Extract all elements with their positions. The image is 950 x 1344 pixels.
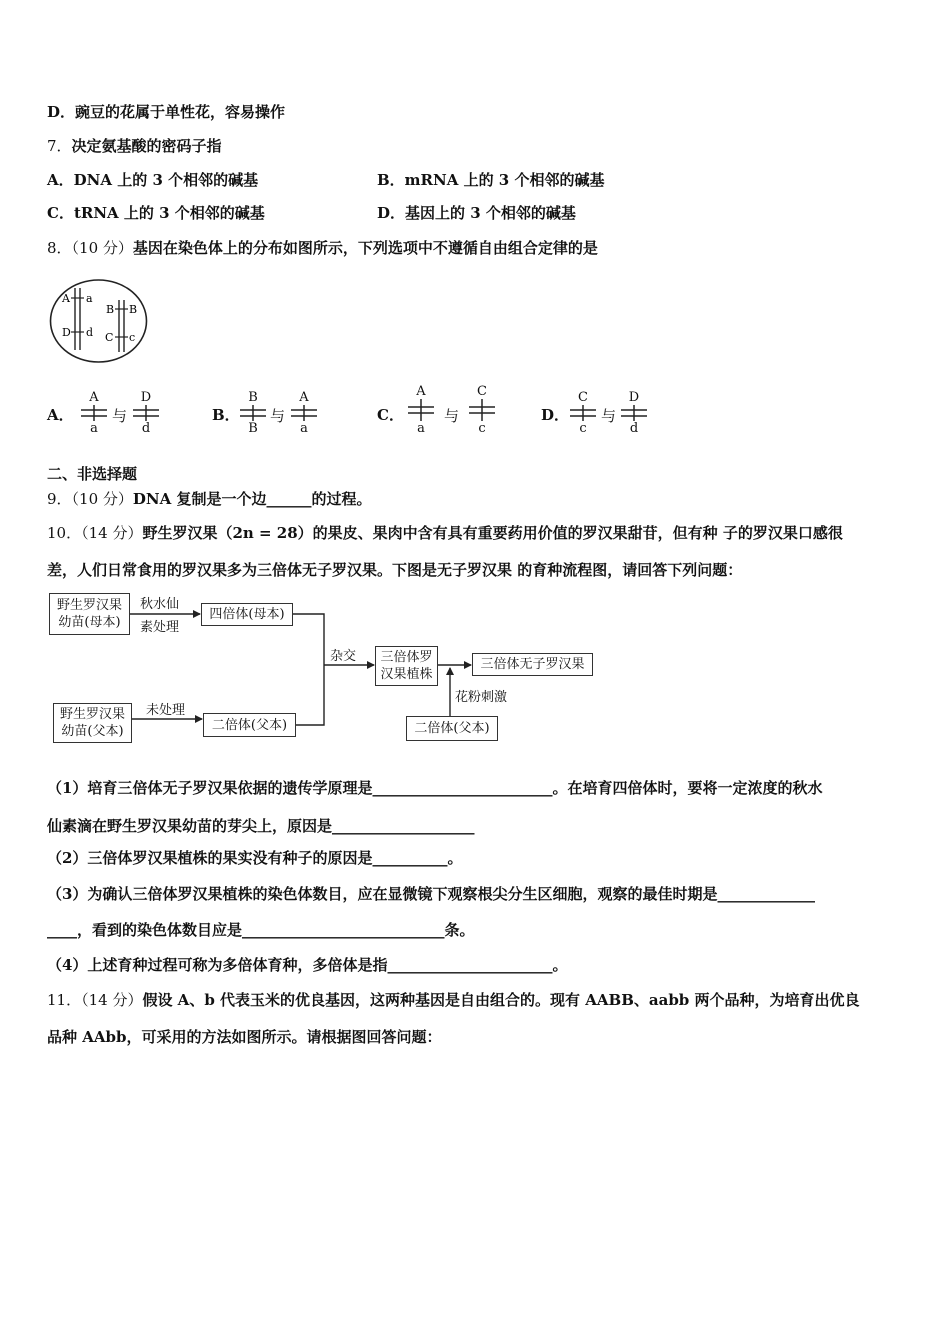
allele-top: C xyxy=(477,384,487,399)
cell-chromosome-diagram xyxy=(48,278,150,366)
q8-option-d-connector: 与 xyxy=(601,407,617,425)
q7-option-a: A．DNA 上的 3 个相邻的碱基 xyxy=(47,171,259,189)
allele-top: D xyxy=(140,390,152,405)
q8-option-d-pair-2 xyxy=(619,390,649,436)
allele-bottom: d xyxy=(629,421,639,436)
q10-stem-line-1 xyxy=(47,523,843,543)
q10-sub-3-line-2: ____，看到的染色体数目应是___________________________条。 xyxy=(47,921,475,939)
allele-top: A xyxy=(89,390,99,405)
box-text: 二倍体(父本) xyxy=(414,721,490,736)
box-text: 三倍体无子罗汉果 xyxy=(480,657,585,672)
box-diploid-father xyxy=(203,713,296,737)
allele-bottom: a xyxy=(417,421,425,436)
homolog-pair-symbol xyxy=(79,405,109,421)
allele-label: c xyxy=(129,331,136,344)
box-text: 二倍体(父本) xyxy=(211,717,288,733)
q8-option-a-connector: 与 xyxy=(112,407,128,425)
q10-sub-1-line-2: 仙素滴在野生罗汉果幼苗的芽尖上，原因是___________________ xyxy=(47,817,475,835)
label-colchicine-1: 秋水仙 xyxy=(140,597,180,612)
label-untreated: 未处理 xyxy=(146,703,186,718)
box-text: 野生罗汉果 xyxy=(59,707,125,722)
box-text: 幼苗(母本) xyxy=(58,615,121,630)
box-seedless xyxy=(472,653,593,676)
allele-top: D xyxy=(628,390,640,405)
q10-sub-2: （2）三倍体罗汉果植株的果实没有种子的原因是__________。 xyxy=(47,849,463,867)
q8-option-c-letter: C． xyxy=(377,406,404,424)
section-heading: 二、非选择题 xyxy=(47,465,138,483)
q8-option-b-pair-2 xyxy=(289,390,319,436)
q8-stem xyxy=(47,238,598,258)
q10-sub-1-line-1: （1）培育三倍体无子罗汉果依据的遗传学原理是________________________。在培育四倍体时，要将一定浓度的秋水 xyxy=(47,779,823,797)
q7-number: 7． xyxy=(47,137,72,155)
homolog-pair-symbol xyxy=(289,405,319,421)
q8-number: 8．（10 分） xyxy=(47,239,133,257)
q7-option-b: B．mRNA 上的 3 个相邻的碱基 xyxy=(377,171,605,189)
box-diploid-father-2 xyxy=(406,716,498,741)
label-cross: 杂交 xyxy=(330,649,357,664)
box-text: 幼苗(父本) xyxy=(61,724,124,739)
q8-option-c-connector: 与 xyxy=(444,407,460,425)
box-text: 汉果植株 xyxy=(380,667,433,682)
q6-option-d: D．豌豆的花属于单性花，容易操作 xyxy=(47,103,286,121)
q11-stem-line-1 xyxy=(47,990,860,1010)
homolog-pair-symbol xyxy=(568,405,598,421)
allele-bottom: c xyxy=(579,421,587,436)
allele-top: A xyxy=(416,384,426,399)
homolog-pair-symbol xyxy=(406,399,436,421)
allele-bottom: B xyxy=(248,421,258,436)
box-text: 四倍体(母本) xyxy=(209,607,285,622)
q11-stem-line-2: 品种 AAbb，可采用的方法如图所示。请根据图回答问题： xyxy=(47,1028,442,1046)
allele-label: C xyxy=(105,331,114,344)
allele-top: B xyxy=(248,390,258,405)
q8-text: 基因在染色体上的分布如图所示，下列选项中不遵循自由组合定律的是 xyxy=(132,239,598,257)
q8-option-b-letter: B． xyxy=(212,406,240,424)
q10-sub-3-line-1: （3）为确认三倍体罗汉果植株的染色体数目，应在显微镜下观察根尖分生区细胞，观察的最佳时期是_____________ xyxy=(47,885,815,903)
box-mother-seedling xyxy=(49,593,130,635)
allele-bottom: c xyxy=(478,421,486,436)
allele-label: B xyxy=(129,303,138,316)
box-text: 野生罗汉果 xyxy=(56,598,122,613)
q11-text: 假设 A、b 代表玉米的优良基因，这两种基因是自由组合的。现有 AABB、aabb 两个品种，为培育出优良 xyxy=(142,991,860,1009)
allele-bottom: a xyxy=(90,421,98,436)
allele-top: A xyxy=(299,390,309,405)
q10-sub-4: （4）上述育种过程可称为多倍体育种，多倍体是指______________________。 xyxy=(47,956,568,974)
allele-label: A xyxy=(62,292,70,305)
allele-bottom: a xyxy=(300,421,308,436)
q8-option-a-letter: A． xyxy=(47,406,74,424)
q7-option-d: D．基因上的 3 个相邻的碱基 xyxy=(377,204,576,222)
allele-top: C xyxy=(578,390,588,405)
homolog-pair-symbol xyxy=(238,405,268,421)
box-tetraploid xyxy=(201,603,293,626)
q10-number: 10．（14 分） xyxy=(47,524,143,542)
box-triploid-plant xyxy=(375,646,438,686)
allele-label: d xyxy=(86,326,94,339)
homolog-pair-symbol xyxy=(131,405,161,421)
q10-stem-line-2: 差，人们日常食用的罗汉果多为三倍体无子罗汉果。下图是无子罗汉果 的育种流程图，请回答下列问题： xyxy=(47,561,743,579)
allele-label: B xyxy=(106,303,115,316)
homolog-pair-symbol xyxy=(467,399,497,421)
q8-option-d-letter: D． xyxy=(541,406,570,424)
q8-option-c-pair-1 xyxy=(406,384,436,436)
allele-label: D xyxy=(62,326,71,339)
q8-option-b-pair-1 xyxy=(238,390,268,436)
label-colchicine-2: 素处理 xyxy=(140,620,180,635)
q7-option-c: C．tRNA 上的 3 个相邻的碱基 xyxy=(47,204,265,222)
q9-number: 9．（10 分） xyxy=(47,490,133,508)
q7-stem xyxy=(47,136,222,156)
allele-label: a xyxy=(86,292,93,305)
q11-number: 11．（14 分） xyxy=(47,991,143,1009)
q8-option-b-connector: 与 xyxy=(270,407,286,425)
allele-bottom: d xyxy=(141,421,151,436)
q8-option-d-pair-1 xyxy=(568,390,598,436)
box-text: 三倍体罗 xyxy=(380,650,433,665)
q9-stem xyxy=(47,489,372,509)
q7-text: 决定氨基酸的密码子指 xyxy=(71,137,222,155)
homolog-pair-symbol xyxy=(619,405,649,421)
q8-option-c-pair-2 xyxy=(467,384,497,436)
label-pollen: 花粉刺激 xyxy=(455,690,508,705)
q9-text: DNA 复制是一个边______的过程。 xyxy=(132,490,372,508)
box-father-seedling xyxy=(53,703,132,743)
q10-text: 野生罗汉果（2n = 28）的果皮、果肉中含有具有重要药用价值的罗汉果甜苷，但有种 子的罗汉果口感很 xyxy=(142,524,843,542)
q8-option-a-pair-2 xyxy=(131,390,161,436)
q8-option-a-pair-1 xyxy=(79,390,109,436)
bracket-cross xyxy=(293,614,324,725)
